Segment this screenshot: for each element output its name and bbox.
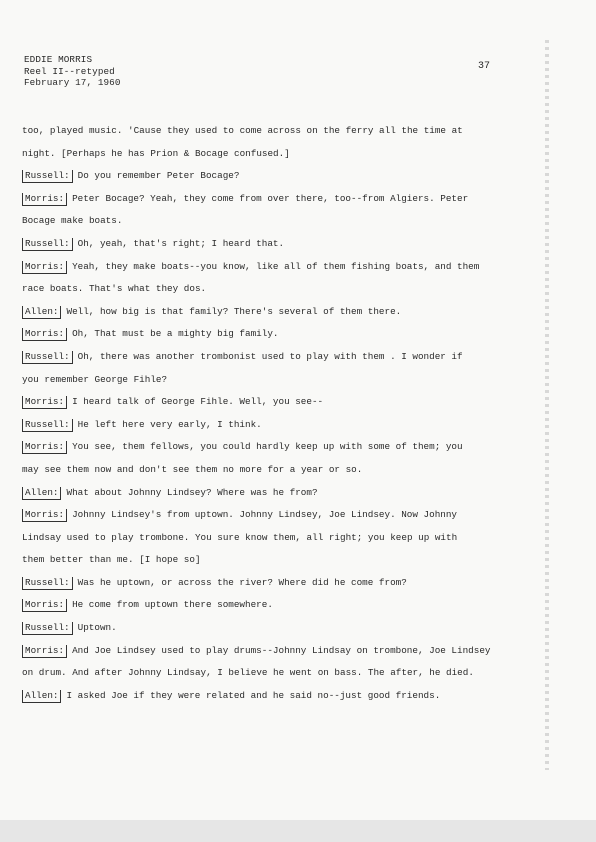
speaker-label: Russell:: [22, 419, 73, 432]
transcript-line: [22, 147, 522, 170]
transcript-line: [22, 350, 522, 373]
transcript-line: [22, 689, 522, 712]
reel-info: Reel II--retyped: [24, 65, 115, 77]
speaker-label: Morris:: [22, 441, 67, 454]
transcript-line: [22, 373, 522, 396]
transcript-line: [22, 124, 522, 147]
speaker-label: Allen:: [22, 690, 61, 703]
transcript-line: [22, 576, 522, 599]
line-text: What about Johnny Lindsey? Where was he from?: [66, 486, 318, 498]
viewer-bottom-band: [0, 820, 596, 842]
transcript-line: [22, 260, 522, 283]
transcript-line: [22, 237, 522, 260]
speaker-label: Russell:: [22, 170, 73, 183]
line-text: Lindsay used to play trombone. You sure know them, all right; you keep up with: [22, 531, 458, 543]
page-number: 37: [478, 61, 491, 72]
document-header: [24, 54, 121, 89]
line-text: You see, them fellows, you could hardly keep up with some of them; you: [72, 441, 463, 453]
speaker-label: Morris:: [22, 261, 67, 274]
line-text: Yeah, they make boats--you know, like all of them fishing boats, and them: [72, 260, 480, 272]
transcript-line: [22, 621, 522, 644]
line-text: too, played music. 'Cause they used to come across on the ferry all the time at: [22, 125, 463, 136]
transcript-line: [22, 169, 522, 192]
page-edge-mark: [545, 40, 549, 770]
interview-date: February 17, 1960: [24, 77, 121, 88]
line-text: Was he uptown, or across the river? Where did he come from?: [77, 576, 407, 588]
line-text: Bocage make boats.: [22, 215, 123, 227]
line-text: I asked Joe if they were related and he said no--just good friends.: [66, 689, 441, 701]
transcript-line: [22, 666, 522, 689]
transcript-line: [22, 508, 522, 531]
line-text: I heard talk of George Fihle. Well, you see--: [72, 396, 324, 408]
line-text: Uptown.: [77, 622, 117, 634]
line-text: Oh, That must be a mighty big family.: [72, 328, 279, 340]
speaker-label: Morris:: [22, 193, 67, 206]
speaker-label: Russell:: [22, 622, 73, 635]
transcript-line: [22, 192, 522, 215]
transcript-line: [22, 327, 522, 350]
transcript-line: [22, 214, 522, 237]
speaker-label: Russell:: [22, 577, 73, 590]
transcript-line: [22, 395, 522, 418]
speaker-label: Russell:: [22, 351, 73, 364]
line-text: on drum. And after Johnny Lindsay, I believe he went on bass. The after, he died.: [22, 667, 474, 679]
transcript-line: [22, 644, 522, 667]
transcript-line: [22, 440, 522, 463]
line-text: He left here very early, I think.: [77, 418, 262, 430]
transcript-line: [22, 598, 522, 621]
transcript-line: [22, 553, 522, 576]
line-text: night. [Perhaps he has Prion & Bocage confused.]: [22, 147, 290, 159]
transcript-body: [22, 124, 522, 711]
speaker-label: Allen:: [22, 487, 61, 500]
transcript-line: [22, 305, 522, 328]
transcript-line: [22, 486, 522, 509]
speaker-label: Morris:: [22, 509, 67, 522]
line-text: Peter Bocage? Yeah, they come from over there, too--from Algiers. Peter: [72, 192, 469, 204]
line-text: He come from uptown there somewhere.: [72, 599, 273, 611]
speaker-label: Morris:: [22, 396, 67, 409]
line-text: you remember George Fihle?: [22, 373, 168, 385]
transcript-line: [22, 282, 522, 305]
line-text: Oh, there was another trombonist used to play with them . I wonder if: [77, 350, 463, 362]
speaker-label: Allen:: [22, 306, 61, 319]
speaker-label: Morris:: [22, 328, 67, 341]
transcript-line: [22, 418, 522, 441]
transcript-line: [22, 531, 522, 554]
line-text: them better than me. [I hope so]: [22, 554, 201, 566]
speaker-label: Russell:: [22, 238, 73, 251]
line-text: And Joe Lindsey used to play drums--Johnny Lindsay on trombone, Joe Lindsey: [72, 644, 491, 656]
interviewee-name: EDDIE MORRIS: [24, 54, 93, 65]
transcript-line: [22, 463, 522, 486]
line-text: Well, how big is that family? There's several of them there.: [66, 305, 402, 317]
line-text: Oh, yeah, that's right; I heard that.: [77, 237, 285, 249]
speaker-label: Morris:: [22, 599, 67, 612]
line-text: Do you remember Peter Bocage?: [77, 170, 240, 182]
line-text: may see them now and don't see them no more for a year or so.: [22, 463, 363, 475]
speaker-label: Morris:: [22, 645, 67, 658]
line-text: Johnny Lindsey's from uptown. Johnny Lindsey, Joe Lindsey. Now Johnny: [72, 509, 458, 521]
line-text: race boats. That's what they dos.: [22, 283, 207, 295]
